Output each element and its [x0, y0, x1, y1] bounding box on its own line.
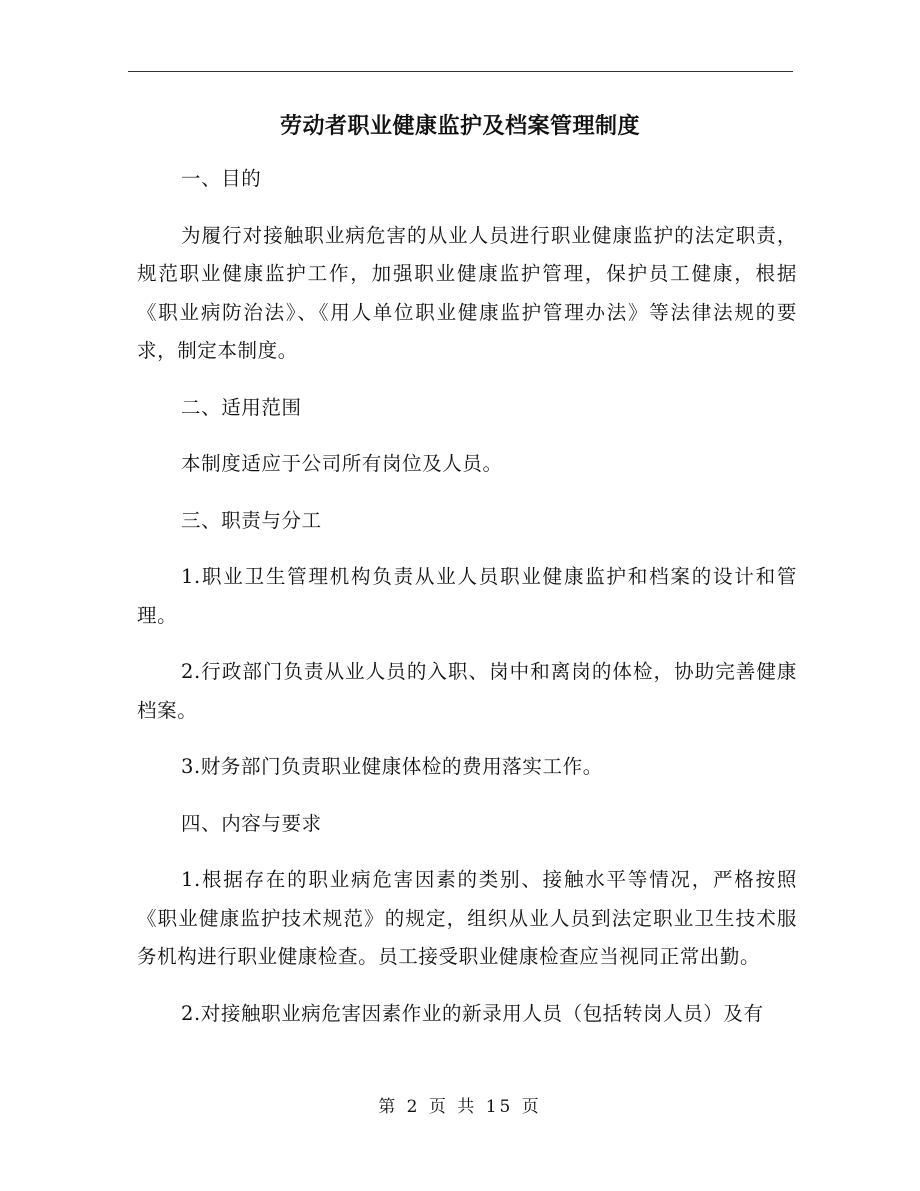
- section-heading-requirements: 四、内容与要求: [181, 811, 322, 835]
- purpose-paragraph: 为履行对接触职业病危害的从业人员进行职业健康监护的法定职责，规范职业健康监护工作，加强职业健康监护管理，保护员工健康，根据《职业病防治法》、《用人单位职业健康监护管理办法》等法律法规的要求，制定本制度。: [137, 223, 797, 362]
- responsibility-item-3: 3.财务部门负责职业健康体检的费用落实工作。: [181, 755, 603, 778]
- section-heading-responsibilities: 三、职责与分工: [181, 508, 322, 532]
- scope-paragraph: 本制度适应于公司所有岗位及人员。: [181, 452, 503, 475]
- header-rule: [128, 71, 793, 72]
- requirement-item-1: 1.根据存在的职业病危害因素的类别、接触水平等情况，严格按照《职业健康监护技术规范》的规定，组织从业人员到法定职业卫生技术服务机构进行职业健康检查。员工接受职业健康检查应当视同正常出勤。: [137, 868, 797, 968]
- responsibility-item-2: 2.行政部门负责从业人员的入职、岗中和离岗的体检，协助完善健康档案。: [137, 660, 797, 722]
- section-heading-scope: 二、适用范围: [181, 395, 302, 419]
- document-title: 劳动者职业健康监护及档案管理制度: [279, 113, 640, 139]
- requirement-item-2: 2.对接触职业病危害因素作业的新录用人员（包括转岗人员）及有: [181, 1001, 764, 1025]
- section-heading-purpose: 一、目的: [181, 167, 262, 190]
- document-body: [137, 160, 797, 1051]
- responsibility-item-1: 1.职业卫生管理机构负责从业人员职业健康监护和档案的设计和管理。: [137, 565, 797, 627]
- page-number-footer: 第 2 页 共 15 页: [378, 1097, 542, 1117]
